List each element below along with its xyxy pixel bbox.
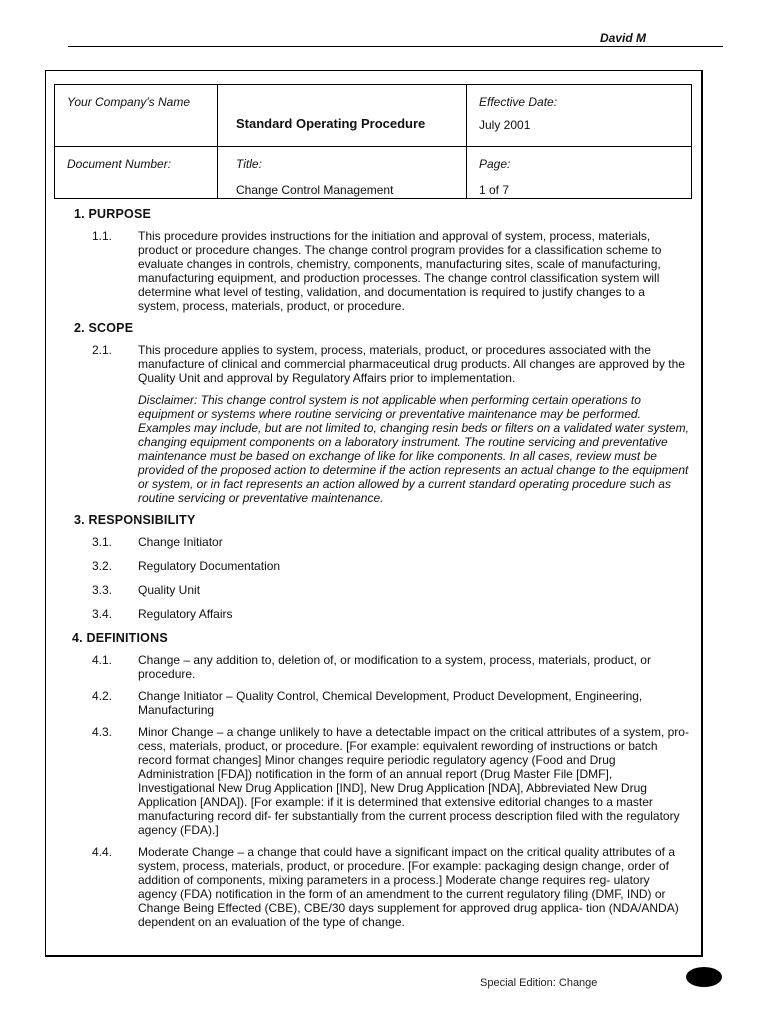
item-text: Regulatory Documentation (138, 559, 281, 573)
section-heading-definitions: 4. DEFINITIONS (72, 631, 168, 645)
list-item (54, 535, 689, 549)
document-number-label: Document Number: (67, 157, 172, 171)
top-rule (68, 46, 723, 47)
list-item (54, 607, 689, 621)
item-number: 4.2. (92, 689, 113, 703)
page-label: Page: (479, 157, 511, 171)
item-number: 1.1. (92, 229, 113, 243)
item-number: 3.3. (92, 583, 113, 597)
item-text: Change – any addition to, deletion of, or modification to a system, process, materials, product, or procedure. (138, 653, 651, 681)
item-text: This procedure applies to system, process, materials, product, or procedures associated with the manufacture of clinical and commercial pharmaceutical drug products. All changes are approved by the Quality Unit and approval by Regulatory Affairs prior to implementation. (138, 343, 685, 385)
item-text: Regulatory Affairs (138, 607, 233, 621)
item-text: Change Initiator – Quality Control, Chemical Development, Product Development, Engineering, Manufacturing (138, 689, 643, 717)
list-item (54, 583, 689, 597)
item-number: 4.4. (92, 845, 113, 859)
title-value: Change Control Management (236, 183, 394, 197)
list-item (54, 343, 689, 385)
scope-disclaimer: Disclaimer: This change control system is not applicable when performing certain operations to equipment or systems where routine servicing or preventative maintenance may be performed. Examples may include, but are not limited to, changing resin beds or filters on a validated water system, changing equipment components on a laboratory instrument. The routine servicing and preventative maintenance must be based on exchange of like for like components. In all cases, review must be provided of the proposed action to determine if the action represents an actual change to the equipment or system, or in fact represents an action allowed by a current standard operating procedure such as routine servicing or preventative maintenance. (138, 393, 689, 505)
list-item (54, 653, 689, 681)
item-text: Quality Unit (138, 583, 201, 597)
item-text: Minor Change – a change unlikely to have a detectable impact on the critical attributes of a system, pro- cess, materials, product, or procedure. [For example: equivalent rewording of instructions or batch record format changes] Minor changes require periodic regulatory agency (Food and Drug Administration [FDA]) notification in the form of an annual report (Drug Master File [DMF], Investigational New Drug Application [IND], New Drug Application [NDA], Abbreviated New Drug Application [ANDA]). [For example: if it is determined that extensive editorial changes to a master manufacturing record dif- fer substantially from the current process description filed with the regulatory agency (FDA).] (138, 725, 689, 837)
item-number: 3.2. (92, 559, 113, 573)
section-heading-purpose: 1. PURPOSE (74, 207, 152, 221)
item-text: Moderate Change – a change that could have a significant impact on the critical quality attributes of a system, process, materials, product, or procedure. [For example: packaging design change, order of addition of components, mixing parameters in a process.] Moderate change requires reg- ulatory agency (FDA) notification in the form of an amendment to the current regulatory filing (DMF, IND) or Change Being Effected (CBE), CBE/30 days supplement for approved drug applica- tion (NDA/ANDA) dependent on an evaluation of the type of change. (138, 845, 679, 929)
list-item (54, 845, 689, 929)
item-number: 3.1. (92, 535, 113, 549)
item-number: 4.3. (92, 725, 113, 739)
footer-edition-text: Special Edition: Change (480, 977, 598, 989)
item-text: Change Initiator (138, 535, 223, 549)
page-author: David M (600, 31, 647, 45)
section-heading-scope: 2. SCOPE (74, 321, 134, 335)
item-text: This procedure provides instructions for the initiation and approval of system, process, materials, product or procedure changes. The change control program provides for a classification scheme to evaluate changes in controls, chemistry, components, manufacturing sites, scale of manufacturing, manufacturing equipment, and production processes. The change control classification system will determine what level of testing, validation, and documentation is required to justify changes to a system, process, materials, product, or procedure. (138, 229, 662, 313)
page-value: 1 of 7 (479, 183, 510, 197)
effective-date-value: July 2001 (479, 118, 531, 132)
title-label: Title: (236, 157, 262, 171)
list-item (54, 229, 689, 313)
item-number: 3.4. (92, 607, 113, 621)
sop-header-table (54, 84, 692, 199)
list-item (54, 725, 689, 837)
effective-date-label: Effective Date: (479, 95, 558, 109)
item-number: 2.1. (92, 343, 113, 357)
list-item (54, 559, 689, 573)
section-heading-responsibility: 3. RESPONSIBILITY (74, 513, 196, 527)
item-number: 4.1. (92, 653, 113, 667)
list-item (54, 689, 689, 717)
company-name-label: Your Company's Name (67, 95, 191, 109)
document-body (54, 203, 689, 937)
sop-title: Standard Operating Procedure (236, 116, 426, 131)
page-number-oval (686, 967, 722, 987)
